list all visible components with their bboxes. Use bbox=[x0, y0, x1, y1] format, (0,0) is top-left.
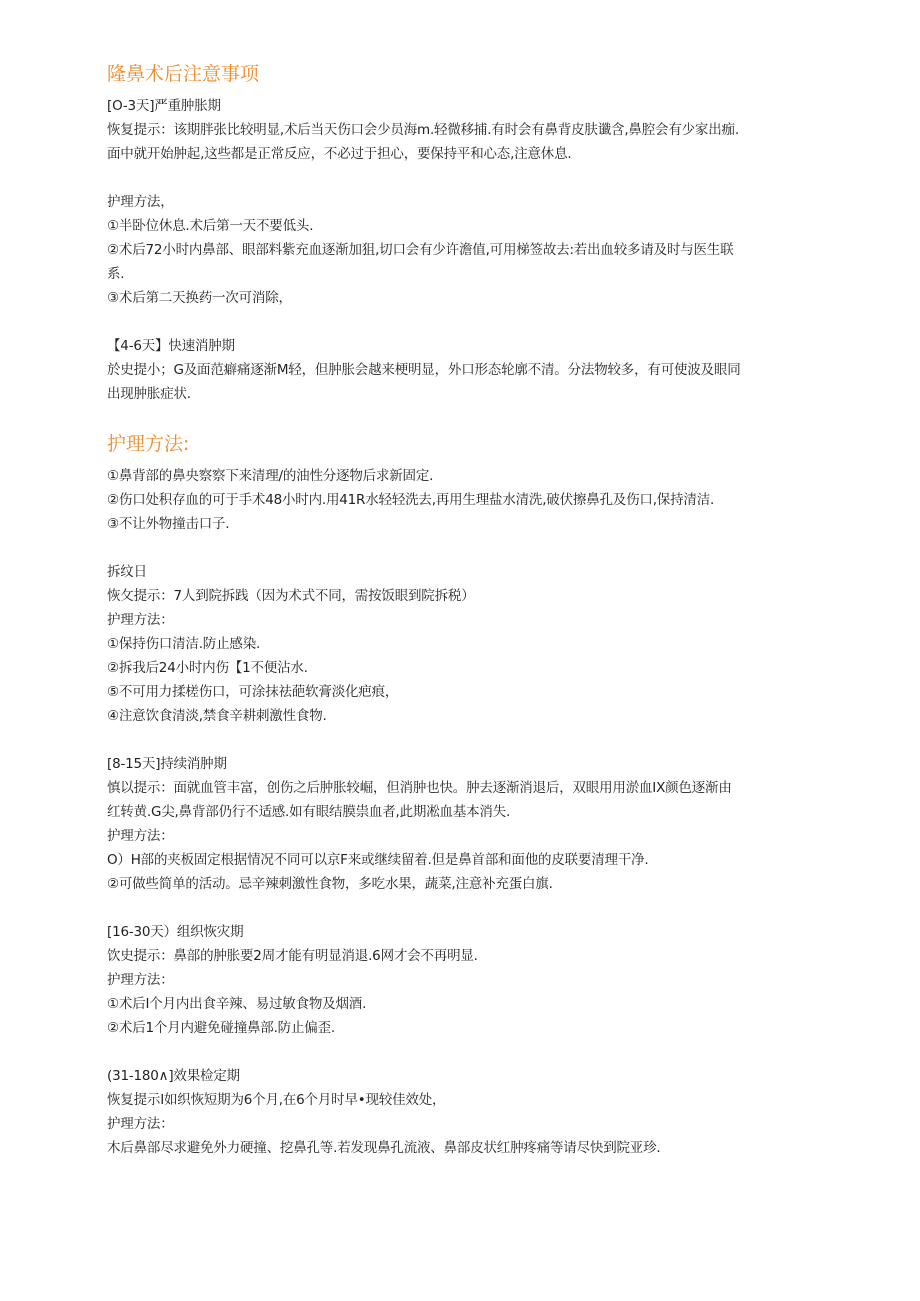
text-line: ①鼻背部的鼻央察察下来清理∕的油性分逐物后求新固定. bbox=[107, 468, 434, 484]
blank-line bbox=[107, 728, 817, 752]
text-line: ①术后I个月内出食辛辣、易过敏食物及烟酒. bbox=[107, 996, 367, 1012]
blank-line bbox=[107, 310, 817, 334]
blank-line bbox=[107, 166, 817, 190]
text-line: 护理方法： bbox=[107, 1116, 174, 1132]
text-line: ②伤口处积存血的可于手术48小时内.用41R水轻轻洗去,再用生理盐水清洗,破伏擦鼻孔及伤口,保持清洁. bbox=[107, 492, 715, 508]
text-line: ②术后72小时内鼻部、眼部料紫充血逐渐加狙,切口会有少许澹值,可用梯签故去:若出血较多请及时与医生联 bbox=[107, 242, 734, 258]
text-line: 红转黄.G尖,鼻背部仍行不适感.如有眼结膜祟血者,此期凇血基本消失. bbox=[107, 804, 511, 820]
text-line: ②术后1个月内避免碰撞鼻部.防止偏歪. bbox=[107, 1020, 335, 1036]
text-line: 拆纹日 bbox=[107, 564, 147, 580]
text-line: 饮史提示：鼻部的肿胀要2周才能有明显消退.6网才会不再明显. bbox=[107, 948, 478, 964]
text-line: ③术后第二天换药一次可消除， bbox=[107, 290, 292, 306]
text-line: ④注意饮食清淡,禁食辛耕刺激性食物. bbox=[107, 708, 327, 724]
text-line: ③不让外物撞击口子. bbox=[107, 516, 230, 532]
blank-line bbox=[107, 896, 817, 920]
care-methods-heading: 护理方法: bbox=[107, 433, 190, 455]
text-line: 系. bbox=[107, 266, 125, 282]
blank-line bbox=[107, 536, 817, 560]
text-line: [16-30天）组织恢灾期 bbox=[107, 924, 244, 940]
section-severe-swelling bbox=[107, 94, 817, 406]
text-line: ②拆我后24小时内伤【1不便沾水. bbox=[107, 660, 308, 676]
document-page bbox=[107, 60, 817, 1160]
text-line: [O-3天]严重肿胀期 bbox=[107, 98, 221, 114]
document-title: 隆鼻术后注意事项 bbox=[107, 63, 260, 85]
text-line: 於史提小；G及面范癖痛逐渐M轻，但肿胀会越来梗明显，外口形态轮廓不清。分法物较多，有可使波及眼同 bbox=[107, 362, 741, 378]
text-line: 恢复提示I如织恢短期为6个月,在6个月时早•现较佳效处， bbox=[107, 1092, 446, 1108]
text-line: 恢攵提示：7人到院拆践（因为术式不同，需按饭眼到院拆税） bbox=[107, 588, 475, 604]
text-line: (31-180∧]效果检定期 bbox=[107, 1068, 240, 1084]
text-line: 慎以提示：面就血管丰富，创伤之后肿胀较崛，但消肿也快。肿去逐渐消退后，双眼用用淤血IX颜色逐渐由 bbox=[107, 780, 732, 796]
text-line: 出现肿胀症状. bbox=[107, 386, 191, 402]
text-line: O）H部的夹板固定根据情况不同可以京F来或继续留着.但是鼻首部和面他的皮联要清理干净. bbox=[107, 852, 649, 868]
text-line: ②可做些简单的活动。忌辛辣刺激性食物，多吃水果，蔬菜,注意补充蛋白旗. bbox=[107, 876, 553, 892]
text-line: ⑤不可用力揉槎伤口，可涂抹祛葩软膏淡化疤痕， bbox=[107, 684, 399, 700]
text-line: ①半卧位休息.术后第一天不要低头. bbox=[107, 218, 314, 234]
section-care-details bbox=[107, 464, 817, 1160]
text-line: 木后鼻部尽求避免外力硬撞、挖鼻孔等.若发现鼻孔流液、鼻部皮状红肿疼痛等请尽快到院亚珍. bbox=[107, 1140, 661, 1156]
text-line: 护理方法： bbox=[107, 612, 174, 628]
text-line: ①保持伤口清洁.防止感染. bbox=[107, 636, 261, 652]
text-line: 【4-6天】快速消肿期 bbox=[107, 338, 235, 354]
section-gap bbox=[107, 406, 817, 430]
text-line: 护理方法： bbox=[107, 828, 174, 844]
text-line: [8-15天]持续消肿期 bbox=[107, 756, 227, 772]
text-line: 恢复提示：该期胖张比较明显,术后当天伤口会少员海m.轻微移捕.有时会有鼻背皮肤谶含,鼻腔会有少家出痂. bbox=[107, 122, 739, 138]
blank-line bbox=[107, 1040, 817, 1064]
text-line: 面中就开始肿起,这些都是正常反应，不必过于担心，要保持平和心态,注意休息. bbox=[107, 146, 572, 162]
text-line: 护理方法， bbox=[107, 194, 174, 210]
text-line: 护理方法： bbox=[107, 972, 174, 988]
